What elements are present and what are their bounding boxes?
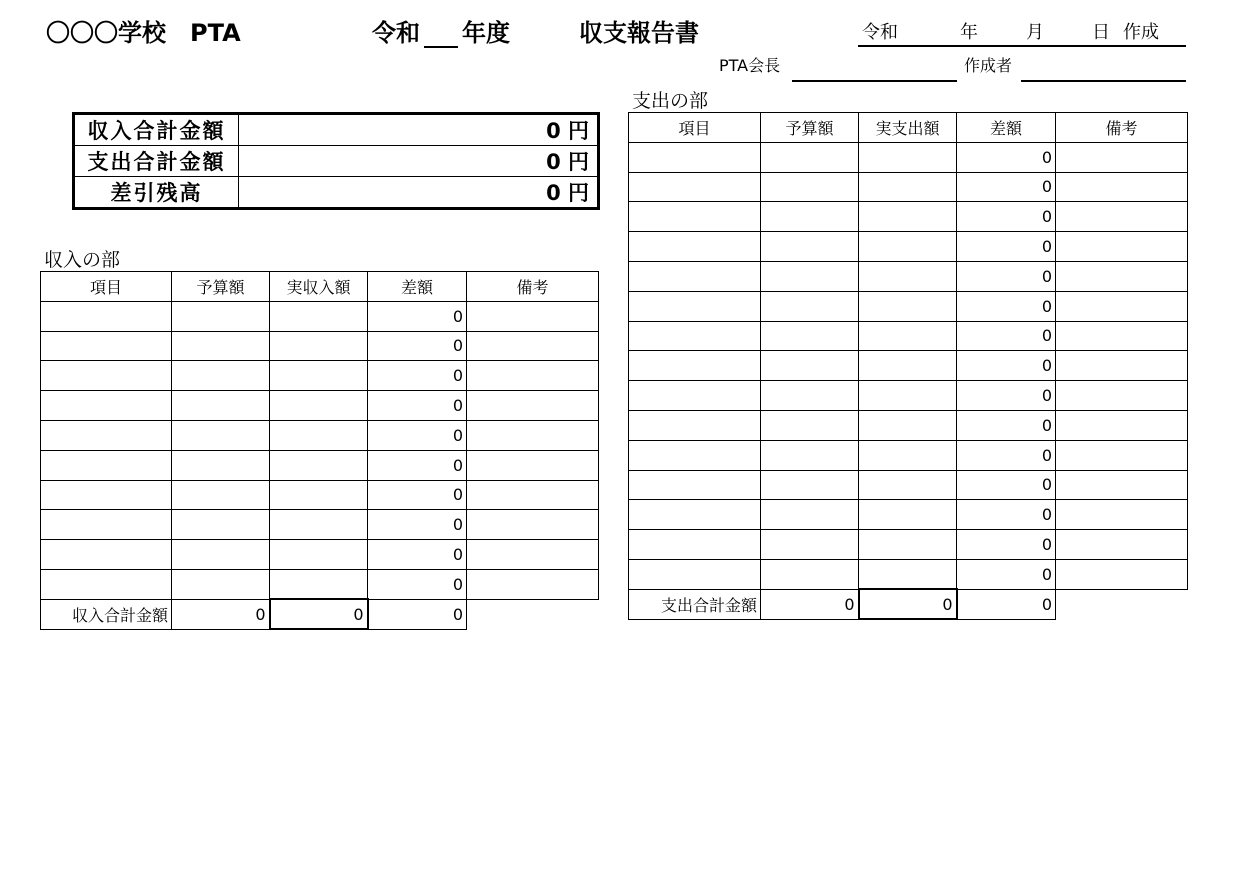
- cell-diff[interactable]: 0: [368, 540, 467, 570]
- cell-actual[interactable]: [859, 470, 957, 500]
- cell-note[interactable]: [467, 420, 599, 450]
- cell-budget[interactable]: [761, 321, 859, 351]
- cell-diff[interactable]: 0: [368, 450, 467, 480]
- cell-diff[interactable]: 0: [957, 321, 1056, 351]
- table-row: [629, 381, 1188, 411]
- cell-budget[interactable]: [761, 530, 859, 560]
- cell-item[interactable]: [629, 321, 761, 351]
- cell-budget[interactable]: [761, 559, 859, 589]
- cell-diff[interactable]: 0: [368, 420, 467, 450]
- cell-budget[interactable]: [172, 391, 270, 421]
- cell-actual[interactable]: [270, 301, 368, 331]
- cell-item[interactable]: [629, 470, 761, 500]
- cell-actual[interactable]: [859, 410, 957, 440]
- cell-note[interactable]: [467, 361, 599, 391]
- total-label: 支出合計金額: [629, 589, 761, 619]
- summary-table: [72, 112, 600, 210]
- cell-item[interactable]: [41, 480, 172, 510]
- cell-note[interactable]: [1056, 172, 1188, 202]
- cell-item[interactable]: [41, 361, 172, 391]
- empty-cell: [1056, 589, 1188, 619]
- cell-note[interactable]: [1056, 142, 1188, 172]
- table-total-row: [41, 599, 599, 629]
- cell-diff[interactable]: 0: [368, 569, 467, 599]
- cell-actual[interactable]: [859, 172, 957, 202]
- cell-actual[interactable]: [859, 440, 957, 470]
- cell-diff[interactable]: 0: [368, 480, 467, 510]
- cell-diff[interactable]: 0: [957, 559, 1056, 589]
- income-section-title: 収入の部: [44, 249, 121, 271]
- table-row: [629, 410, 1188, 440]
- summary-value[interactable]: 0 円: [239, 146, 599, 177]
- summary-value[interactable]: 0 円: [239, 114, 599, 146]
- creation-date-line[interactable]: [858, 18, 1186, 47]
- cell-item[interactable]: [629, 559, 761, 589]
- table-row: [41, 331, 599, 361]
- cell-diff[interactable]: 0: [957, 351, 1056, 381]
- cell-diff[interactable]: 0: [957, 291, 1056, 321]
- cell-note[interactable]: [467, 510, 599, 540]
- table-total-row: [629, 589, 1188, 619]
- cell-item[interactable]: [629, 232, 761, 262]
- cell-diff[interactable]: 0: [957, 202, 1056, 232]
- cell-item[interactable]: [41, 391, 172, 421]
- cell-budget[interactable]: [172, 331, 270, 361]
- cell-budget[interactable]: [172, 450, 270, 480]
- cell-diff[interactable]: 0: [368, 361, 467, 391]
- table-row: [629, 202, 1188, 232]
- date-era: 令和: [862, 22, 898, 43]
- table-row: [41, 510, 599, 540]
- table-row: [41, 569, 599, 599]
- column-header-budget: 予算額: [172, 272, 270, 302]
- cell-item[interactable]: [41, 331, 172, 361]
- cell-budget[interactable]: [172, 361, 270, 391]
- cell-item[interactable]: [41, 301, 172, 331]
- date-day: 日: [1092, 22, 1110, 43]
- cell-note[interactable]: [1056, 321, 1188, 351]
- cell-diff[interactable]: 0: [957, 530, 1056, 560]
- cell-budget[interactable]: [761, 261, 859, 291]
- expense-section-title: 支出の部: [632, 90, 709, 112]
- cell-note[interactable]: [467, 391, 599, 421]
- date-year: 年: [960, 22, 978, 43]
- cell-budget[interactable]: [761, 470, 859, 500]
- table-row: [629, 440, 1188, 470]
- cell-budget[interactable]: [172, 540, 270, 570]
- summary-label: 収入合計金額: [74, 114, 239, 146]
- cell-note[interactable]: [1056, 559, 1188, 589]
- cell-note[interactable]: [1056, 500, 1188, 530]
- cell-budget[interactable]: [761, 410, 859, 440]
- cell-diff[interactable]: 0: [368, 510, 467, 540]
- cell-note[interactable]: [467, 480, 599, 510]
- table-row: [629, 559, 1188, 589]
- cell-actual[interactable]: [859, 291, 957, 321]
- table-row: [629, 530, 1188, 560]
- cell-actual[interactable]: [859, 559, 957, 589]
- cell-budget[interactable]: [172, 510, 270, 540]
- cell-actual[interactable]: [859, 142, 957, 172]
- column-header-item: 項目: [629, 113, 761, 143]
- cell-budget[interactable]: [761, 440, 859, 470]
- cell-actual[interactable]: [270, 480, 368, 510]
- summary-row-expense: [74, 146, 599, 177]
- table-row: [629, 470, 1188, 500]
- cell-note[interactable]: [1056, 440, 1188, 470]
- cell-diff[interactable]: 0: [368, 331, 467, 361]
- cell-actual[interactable]: [270, 331, 368, 361]
- cell-diff[interactable]: 0: [957, 440, 1056, 470]
- cell-note[interactable]: [467, 569, 599, 599]
- total-budget[interactable]: 0: [172, 599, 270, 629]
- table-row: [629, 172, 1188, 202]
- total-actual[interactable]: 0: [859, 589, 957, 619]
- cell-item[interactable]: [629, 172, 761, 202]
- cell-actual[interactable]: [859, 232, 957, 262]
- year-blank-field[interactable]: [424, 26, 458, 48]
- cell-diff[interactable]: 0: [957, 142, 1056, 172]
- total-budget[interactable]: 0: [761, 589, 859, 619]
- cell-item[interactable]: [629, 500, 761, 530]
- author-label: 作成者: [964, 56, 1013, 75]
- cell-note[interactable]: [1056, 381, 1188, 411]
- cell-actual[interactable]: [859, 202, 957, 232]
- table-row: [629, 500, 1188, 530]
- cell-note[interactable]: [1056, 351, 1188, 381]
- cell-diff[interactable]: 0: [957, 410, 1056, 440]
- table-row: [41, 480, 599, 510]
- table-header-row: [629, 113, 1188, 143]
- total-diff[interactable]: 0: [957, 589, 1056, 619]
- table-row: [41, 301, 599, 331]
- column-header-note: 備考: [1056, 113, 1188, 143]
- cell-diff[interactable]: 0: [957, 470, 1056, 500]
- cell-note[interactable]: [1056, 470, 1188, 500]
- cell-budget[interactable]: [761, 172, 859, 202]
- income-table: [40, 271, 599, 630]
- cell-note[interactable]: [1056, 202, 1188, 232]
- cell-diff[interactable]: 0: [368, 391, 467, 421]
- cell-budget[interactable]: [172, 569, 270, 599]
- cell-item[interactable]: [629, 440, 761, 470]
- table-row: [629, 232, 1188, 262]
- summary-row-income: [74, 114, 599, 146]
- cell-note[interactable]: [467, 540, 599, 570]
- column-header-diff: 差額: [957, 113, 1056, 143]
- table-row: [629, 291, 1188, 321]
- cell-item[interactable]: [41, 540, 172, 570]
- total-actual[interactable]: 0: [270, 599, 368, 629]
- cell-budget[interactable]: [172, 420, 270, 450]
- cell-note[interactable]: [467, 331, 599, 361]
- table-header-row: [41, 272, 599, 302]
- cell-item[interactable]: [629, 291, 761, 321]
- cell-note[interactable]: [1056, 291, 1188, 321]
- cell-note[interactable]: [467, 450, 599, 480]
- cell-budget[interactable]: [761, 142, 859, 172]
- cell-diff[interactable]: 0: [957, 232, 1056, 262]
- cell-budget[interactable]: [761, 351, 859, 381]
- cell-budget[interactable]: [761, 500, 859, 530]
- cell-actual[interactable]: [859, 321, 957, 351]
- table-row: [629, 321, 1188, 351]
- cell-budget[interactable]: [761, 232, 859, 262]
- column-header-note: 備考: [467, 272, 599, 302]
- table-row: [41, 420, 599, 450]
- cell-diff[interactable]: 0: [368, 301, 467, 331]
- cell-item[interactable]: [629, 381, 761, 411]
- summary-value[interactable]: 0 円: [239, 177, 599, 209]
- cell-item[interactable]: [41, 510, 172, 540]
- cell-diff[interactable]: 0: [957, 500, 1056, 530]
- cell-item[interactable]: [629, 202, 761, 232]
- cell-note[interactable]: [467, 301, 599, 331]
- empty-cell: [467, 599, 599, 629]
- column-header-diff: 差額: [368, 272, 467, 302]
- total-label: 収入合計金額: [41, 599, 172, 629]
- expense-table: [628, 112, 1188, 620]
- cell-item[interactable]: [629, 261, 761, 291]
- cell-budget[interactable]: [761, 202, 859, 232]
- cell-actual[interactable]: [270, 540, 368, 570]
- cell-actual[interactable]: [859, 381, 957, 411]
- cell-actual[interactable]: [270, 510, 368, 540]
- cell-item[interactable]: [629, 410, 761, 440]
- table-row: [41, 450, 599, 480]
- date-month: 月: [1026, 22, 1044, 43]
- era-prefix: 令和: [372, 19, 420, 47]
- cell-item[interactable]: [629, 530, 761, 560]
- summary-label: 差引残高: [74, 177, 239, 209]
- table-row: [629, 142, 1188, 172]
- report-title: 収支報告書: [579, 19, 699, 47]
- year-suffix: 年度: [462, 19, 510, 47]
- cell-note[interactable]: [1056, 410, 1188, 440]
- cell-budget[interactable]: [761, 381, 859, 411]
- cell-actual[interactable]: [270, 420, 368, 450]
- cell-diff[interactable]: 0: [957, 261, 1056, 291]
- cell-actual[interactable]: [270, 569, 368, 599]
- president-label: PTA会長: [719, 56, 781, 75]
- president-signature-line[interactable]: [792, 79, 957, 82]
- date-created: 作成: [1123, 22, 1159, 43]
- fiscal-year-label: [372, 13, 510, 48]
- cell-item[interactable]: [629, 142, 761, 172]
- cell-actual[interactable]: [270, 361, 368, 391]
- cell-diff[interactable]: 0: [957, 381, 1056, 411]
- column-header-item: 項目: [41, 272, 172, 302]
- author-signature-line[interactable]: [1021, 79, 1186, 82]
- cell-note[interactable]: [1056, 232, 1188, 262]
- column-header-actual: 実収入額: [270, 272, 368, 302]
- cell-actual[interactable]: [859, 500, 957, 530]
- cell-budget[interactable]: [172, 301, 270, 331]
- cell-actual[interactable]: [859, 261, 957, 291]
- cell-actual[interactable]: [859, 351, 957, 381]
- total-diff[interactable]: 0: [368, 599, 467, 629]
- summary-row-balance: [74, 177, 599, 209]
- table-row: [41, 540, 599, 570]
- cell-actual[interactable]: [270, 391, 368, 421]
- cell-budget[interactable]: [761, 291, 859, 321]
- table-row: [41, 391, 599, 421]
- column-header-budget: 予算額: [761, 113, 859, 143]
- table-row: [41, 361, 599, 391]
- column-header-actual: 実支出額: [859, 113, 957, 143]
- cell-item[interactable]: [41, 420, 172, 450]
- cell-actual[interactable]: [859, 530, 957, 560]
- table-row: [629, 261, 1188, 291]
- summary-label: 支出合計金額: [74, 146, 239, 177]
- school-name: 〇〇〇学校 PTA: [46, 19, 241, 47]
- table-row: [629, 351, 1188, 381]
- cell-item[interactable]: [41, 450, 172, 480]
- cell-note[interactable]: [1056, 261, 1188, 291]
- cell-actual[interactable]: [270, 450, 368, 480]
- cell-budget[interactable]: [172, 480, 270, 510]
- cell-note[interactable]: [1056, 530, 1188, 560]
- cell-item[interactable]: [629, 351, 761, 381]
- cell-item[interactable]: [41, 569, 172, 599]
- cell-diff[interactable]: 0: [957, 172, 1056, 202]
